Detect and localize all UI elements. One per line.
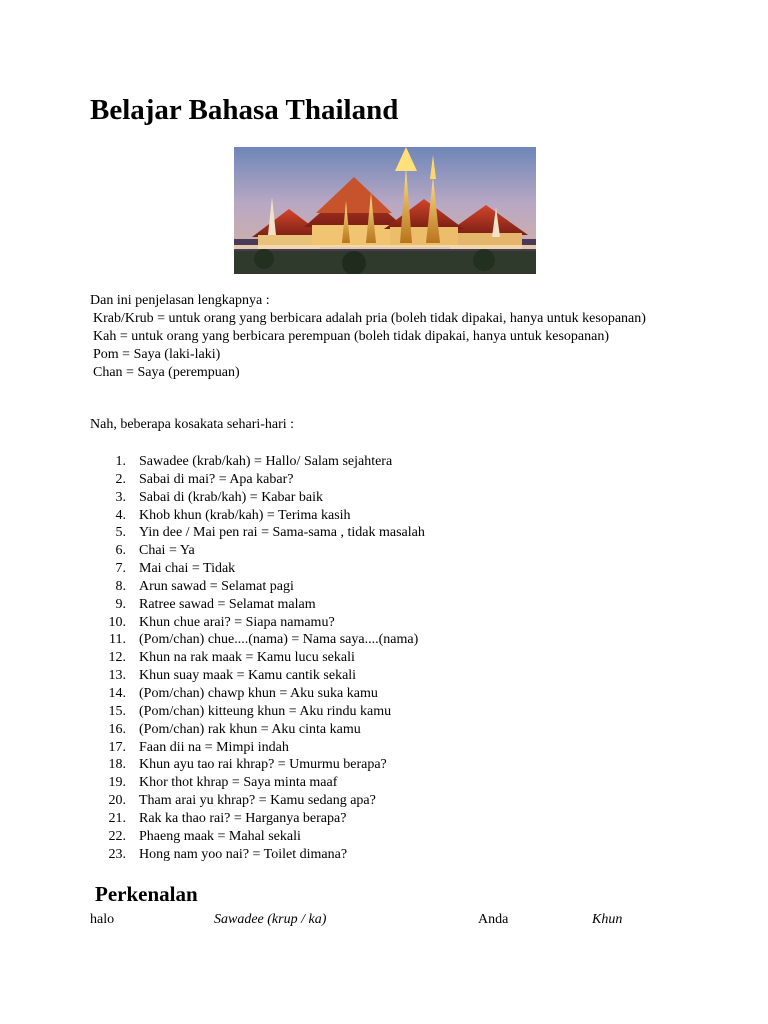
vocab-text: Khun chue arai? = Siapa namamu? (139, 614, 335, 630)
vocab-item (90, 739, 425, 757)
vocab-text: (Pom/chan) chawp khun = Aku suka kamu (139, 685, 378, 701)
vocab-number: 21. (108, 810, 126, 826)
table-cell: Khun (592, 912, 623, 927)
intro-line: Krab/Krub = untuk orang yang berbicara adalah pria (boleh tidak dipakai, hanya untuk kesopanan) (93, 311, 646, 326)
vocab-number: 18. (108, 757, 126, 773)
vocab-item (90, 828, 425, 846)
vocab-text: Ratree sawad = Selamat malam (139, 596, 316, 612)
vocab-text: Mai chai = Tidak (139, 561, 236, 577)
intro-line: Pom = Saya (laki-laki) (93, 347, 221, 362)
intro-line: Dan ini penjelasan lengkapnya : (90, 293, 270, 308)
document-title: Belajar Bahasa Thailand (90, 94, 399, 126)
vocab-number: 6. (115, 543, 126, 559)
vocab-text: Khob khun (krab/kah) = Terima kasih (139, 507, 351, 523)
vocab-item (90, 596, 425, 614)
vocab-text: Khun na rak maak = Kamu lucu sekali (139, 650, 355, 666)
vocab-text: Arun sawad = Selamat pagi (139, 578, 294, 594)
vocab-text: Rak ka thao rai? = Harganya berapa? (139, 810, 347, 826)
vocab-item (90, 792, 425, 810)
vocab-number: 16. (108, 721, 126, 737)
vocab-number: 13. (108, 668, 126, 684)
vocab-text: Tham arai yu khrap? = Kamu sedang apa? (139, 793, 376, 809)
vocab-text: (Pom/chan) kitteung khun = Aku rindu kamu (139, 703, 392, 719)
vocab-number: 14. (108, 685, 126, 701)
vocab-number: 9. (115, 596, 126, 612)
vocab-text: Sabai di (krab/kah) = Kabar baik (139, 489, 323, 505)
vocab-item (90, 685, 425, 703)
vocab-item (90, 578, 425, 596)
vocab-item (90, 649, 425, 667)
vocab-item (90, 560, 425, 578)
vocab-text: Khun ayu tao rai khrap? = Umurmu berapa? (139, 757, 387, 773)
vocab-number: 2. (115, 471, 126, 487)
vocab-item (90, 703, 425, 721)
vocab-text: Hong nam yoo nai? = Toilet dimana? (139, 846, 348, 862)
vocab-number: 5. (115, 525, 126, 541)
vocab-text: Faan dii na = Mimpi indah (139, 739, 289, 755)
vocab-intro: Nah, beberapa kosakata sehari-hari : (90, 417, 295, 432)
vocab-text: Yin dee / Mai pen rai = Sama-sama , tidak masalah (139, 525, 425, 541)
vocab-number: 11. (109, 632, 126, 648)
vocab-item (90, 471, 425, 489)
vocab-list (90, 453, 425, 863)
table-cell: Sawadee (krup / ka) (214, 912, 327, 927)
vocab-number: 8. (115, 578, 126, 594)
intro-paragraph (90, 292, 650, 382)
vocab-number: 23. (108, 846, 126, 862)
vocab-text: (Pom/chan) rak khun = Aku cinta kamu (139, 721, 361, 737)
vocab-item (90, 453, 425, 471)
table-cell: Anda (478, 912, 509, 927)
vocab-item (90, 774, 425, 792)
table-cell: halo (90, 912, 115, 927)
vocab-number: 20. (108, 793, 126, 809)
vocab-number: 4. (115, 507, 126, 523)
vocab-item (90, 614, 425, 632)
vocab-item (90, 542, 425, 560)
vocab-text: (Pom/chan) chue....(nama) = Nama saya....(nama) (139, 632, 419, 648)
vocab-text: Sawadee (krab/kah) = Hallo/ Salam sejahtera (139, 454, 393, 469)
vocab-text: Sabai di mai? = Apa kabar? (139, 471, 294, 487)
intro-line: Kah = untuk orang yang berbicara perempuan (boleh tidak dipakai, hanya untuk kesopanan) (93, 329, 609, 344)
vocab-number: 3. (115, 489, 126, 505)
vocab-number: 19. (108, 775, 126, 791)
section-title-perkenalan: Perkenalan (95, 882, 198, 906)
vocab-item (90, 489, 425, 507)
vocab-item (90, 507, 425, 525)
grand-palace-illustration (234, 147, 536, 274)
vocab-number: 1. (115, 454, 126, 469)
vocab-item (90, 524, 425, 542)
vocab-item (90, 667, 425, 685)
vocab-item (90, 846, 425, 864)
vocab-text: Khor thot khrap = Saya minta maaf (139, 775, 338, 791)
vocab-number: 7. (115, 561, 126, 577)
vocab-number: 22. (108, 828, 126, 844)
vocab-text: Chai = Ya (139, 543, 195, 559)
temple-photo (234, 147, 536, 274)
vocab-text: Phaeng maak = Mahal sekali (139, 828, 301, 844)
table-row (0, 911, 768, 931)
vocab-item (90, 631, 425, 649)
vocab-text: Khun suay maak = Kamu cantik sekali (139, 668, 357, 684)
vocab-item (90, 721, 425, 739)
vocab-item (90, 810, 425, 828)
vocab-number: 15. (108, 703, 126, 719)
intro-line: Chan = Saya (perempuan) (93, 365, 240, 380)
vocab-item (90, 756, 425, 774)
vocab-number: 10. (108, 614, 126, 630)
vocab-number: 12. (108, 650, 126, 666)
vocab-number: 17. (108, 739, 126, 755)
